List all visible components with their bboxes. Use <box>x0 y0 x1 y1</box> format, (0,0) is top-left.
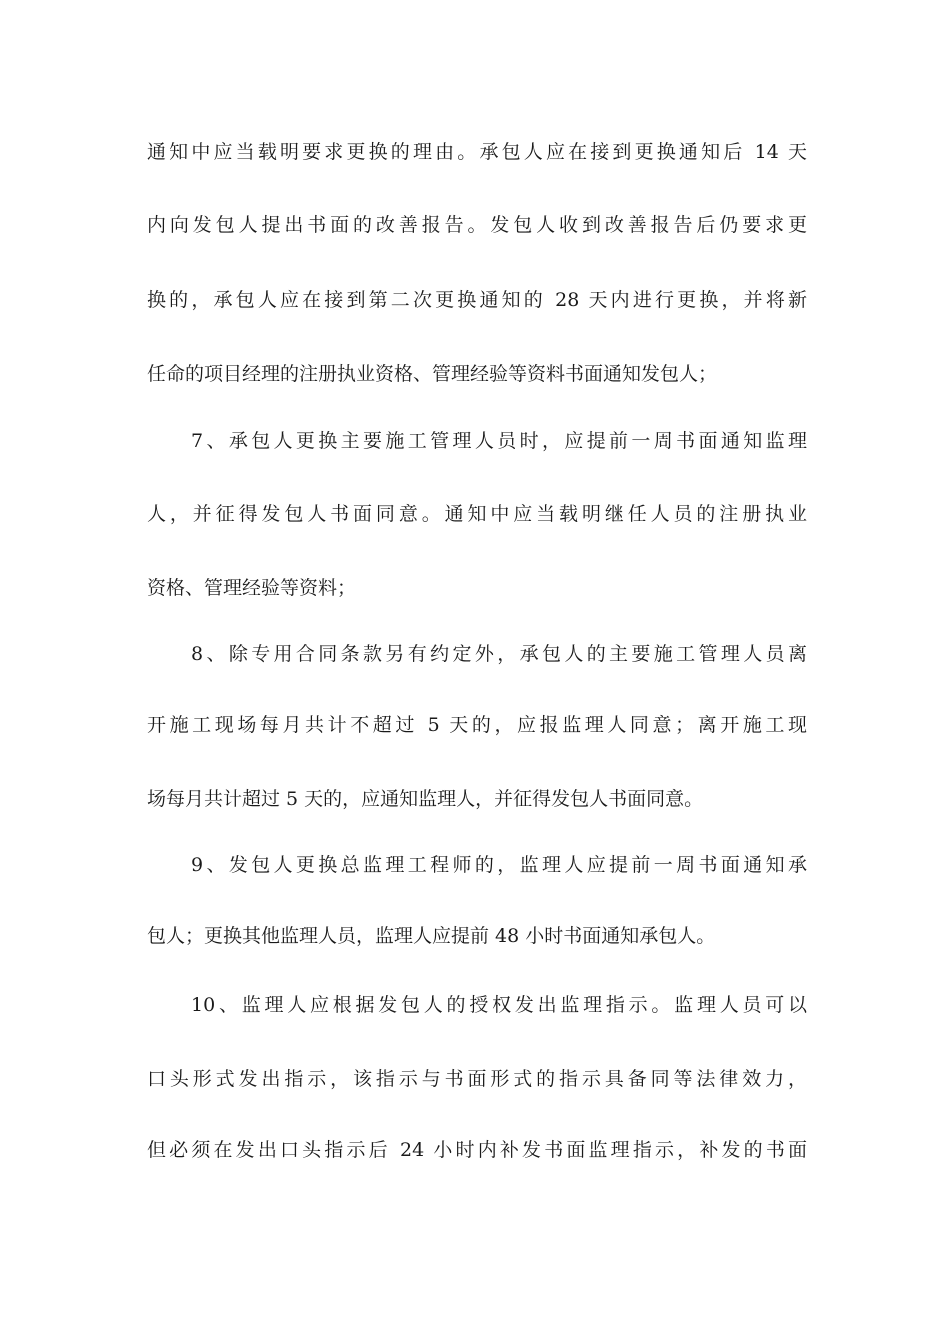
paragraph-9-line-2: 包人；更换其他监理人员，监理人应提前 48 小时书面通知承包人。 <box>147 925 716 947</box>
paragraph-7-line-3: 资格、管理经验等资料； <box>147 577 357 599</box>
paragraph-8-line-3: 场每月共计超过 5 天的，应通知监理人，并征得发包人书面同意。 <box>147 788 704 810</box>
paragraph-10-line-1: 10、监理人应根据发包人的授权发出监理指示。监理人员可以 <box>191 994 807 1016</box>
paragraph-9-line-1: 9、发包人更换总监理工程师的，监理人应提前一周书面通知承 <box>191 854 807 876</box>
paragraph-7-line-1: 7、承包人更换主要施工管理人员时，应提前一周书面通知监理 <box>191 430 807 452</box>
paragraph-10-line-3: 但必须在发出口头指示后 24 小时内补发书面监理指示，补发的书面 <box>147 1139 807 1161</box>
text-line-4: 任命的项目经理的注册执业资格、管理经验等资料书面通知发包人； <box>147 363 718 385</box>
text-line-3: 换的，承包人应在接到第二次更换通知的 28 天内进行更换，并将新 <box>147 289 807 311</box>
paragraph-8-line-1: 8、除专用合同条款另有约定外，承包人的主要施工管理人员离 <box>191 643 807 665</box>
text-line-1: 通知中应当载明要求更换的理由。承包人应在接到更换通知后 14 天 <box>147 141 807 163</box>
text-line-2: 内向发包人提出书面的改善报告。发包人收到改善报告后仍要求更 <box>147 214 807 236</box>
paragraph-10-line-2: 口头形式发出指示，该指示与书面形式的指示具备同等法律效力， <box>147 1068 807 1090</box>
paragraph-7-line-2: 人，并征得发包人书面同意。通知中应当载明继任人员的注册执业 <box>147 503 807 525</box>
paragraph-8-line-2: 开施工现场每月共计不超过 5 天的，应报监理人同意；离开施工现 <box>147 714 807 736</box>
